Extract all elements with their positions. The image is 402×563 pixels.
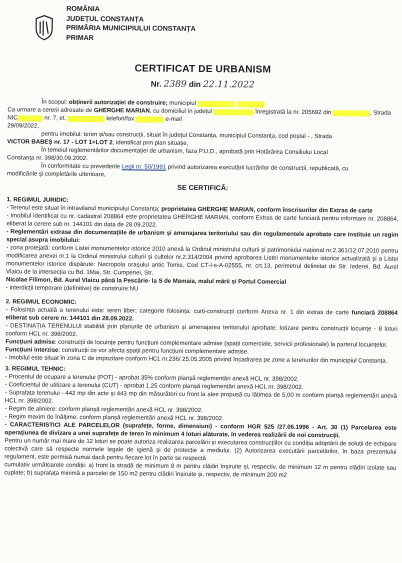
- s2-line-7: Funcțiuni interzise: construcții ce vor afecta spații pentru funcțiuni complementare admise.: [5, 347, 249, 356]
- issuer-header: [66, 5, 196, 44]
- paragraph-law: În conformitate cu prevederile Legii nr. 50/1991 privind autorizarea executării lucrărilor de construcții, republicată, cu: [40, 163, 349, 173]
- s1-line-1: - Terenul este situat în intravilanul municipiului Constanța; proprietatea GHERGHE MARIAN, conform înscrisurilor din Extras de carte: [6, 205, 373, 215]
- paragraph-council: Constanța nr. 398/30.09.2002.: [7, 155, 88, 163]
- s1-line-4: - zona protejată: conform Listei monumentelor istorice 2010 anexă la Ordinul ministrului culturii și patrimoniului național nr.2.361/12.07.2010 pentru modificarea anexei nr.1 la Ordinul ministrului culturii și cultelor nr.2.314/2004 privind aprobarea Listei monumentelor istorice actualizată și a Listei monumentelor istorice dispărute: Necropola orașului antic Tomis, Cod CT-I-s-A-02555, nr. crt.13, perimetrul delimitat de Str. Iederei, Bd. Aurel Vlaicu de la intersecția cu Bd. 1Mai, Str. Cumpenei, Str.: [6, 245, 399, 277]
- s3-line-4: - Regim de aliniere: conform planșă reglementări anexă HCL nr. 398/2002.: [4, 406, 203, 415]
- heading-regimul-tehnic: 3. REGIMUL TEHNIC:: [5, 366, 66, 373]
- header-line-country: ROMÂNIA: [66, 5, 100, 14]
- coat-of-arms-logo: [34, 15, 54, 41]
- s2-line-5: Funcțiuni admise: construcții de locuințe pentru funcțiuni complementare admise (spații comerciale, servicii profesionale) la parterul locuințelor.: [5, 339, 388, 349]
- paragraph-victor: VICTOR BABEȘ nr. 17 - LOT 1+LOT 2, identificat prin plan situație,: [7, 139, 189, 147]
- paragraph-regulations: În temeiul reglementărilor documentației de urbanism, faza P.U.D., aprobată prin Hotărârea Consiliului Local: [41, 147, 328, 157]
- header-line-mayor: PRIMAR: [66, 34, 94, 42]
- s3-line-8: cumulativ următoarele condiții: a) front la stradă de minimum 8 m pentru clădiri înșiruite și, respectiv, de minimum 12 m pentru clădiri izolate sau cuplate; b) suprafața minimă a parcelei de 150 m2 pentru clădiri înșiruite și, respectiv, de minimum 200 m2: [4, 462, 397, 479]
- s3-line-6: - CARACTERISTICI ALE PARCELELOR (suprafețe, forme, dimensiuni) - conform HGR 525 /27.06.1996 - Art. 30 (1) Parcelarea este operațiunea de divizare a unei suprafețe de teren în minimum 4 loturi alăturate, în vederea realizării de noi construcții.: [4, 422, 397, 440]
- s1-line-3: - Reglementări extrase din documentațiile de urbanism și amenajarea teritoriului sau din regulamentele aprobate care instituie un regim special asupra imobilului:: [6, 229, 399, 244]
- certificate-number: Nr. 2389 din 22.11.2022: [150, 79, 255, 91]
- document-title: CERTIFICAT DE URBANISM: [134, 63, 272, 76]
- document-body: [4, 98, 399, 480]
- s3-line-3: - Suprafața terenului - 442 mp din acte și 443 mp din măsurători cu front la alee propusă cu lățimea de 5,00 m conform planșă reglementări anexă HCL nr. 398/2002.: [4, 390, 398, 405]
- section-se-certifica: SE CERTIFICĂ:: [177, 184, 229, 193]
- s1-line-2: - Imobilul identificat cu nr. cadastral 208864 este proprietatea GHERGHE MARIAN, conform Extras de carte funciară pentru informare nr. 208864, eliberat la cerere sub nr. 144101 din data de 28.09.2022.: [6, 213, 399, 229]
- paragraph-address: NIC nr. 7, et. telefon/fax e-mail: [7, 115, 182, 123]
- s3-line-7: Pentru un număr mai mare de 12 loturi se poate autoriza realizarea parcelării și executarea construcțiilor cu condiția adoptării de soluții de echipare colectivă care să respecte normele legale de igienă și de protecție a mediului. (2) Autorizarea executării parcelărilor, în baza prezentului regulament, este permisă numai dacă pentru fiecare lot în parte se respectă: [4, 438, 397, 463]
- s1-line-7: - interdicții temporare (definitive) de construire:NU: [5, 285, 139, 293]
- paragraph-intro: În scopul: obținerii autorizației de construire; municipiul: [8, 98, 400, 109]
- paragraph-modifications: modificările și completările ulterioare,: [6, 171, 106, 179]
- paragraph-request: Ca urmare a cererii adresate de GHERGHE MARIAN, cu domiciliul în județul înregistrată la nr. 205692 din , Strada: [7, 107, 391, 117]
- paragraph-date: 29/09/2022,: [7, 123, 40, 130]
- s2-line-8: - Imobilul este situat în zona C de impozitare conform HCL nr.236/ 25.05.2005 privind încadrarea pe zone a terenurilor din municipiul Constanța.: [5, 355, 388, 365]
- paragraph-property: pentru imobilul: teren și/sau construcții, situat în județul Constanța, municipiul Constanța, cod poștal - , Strada: [41, 131, 333, 141]
- s2-line-1: - Folosința actuală a terenului este: teren liber; categorie folosința: curți-construcții conform Anexa nr. 1 din extras de carte funciară 208864 eliberat sub cerere nr. 144101 din 28.09.2022.: [5, 307, 398, 323]
- s3-line-1: - Procentul de ocupare a terenului (POT) - aprobat 35% conform planșă reglementări anexă HCL nr. 398/2002.: [5, 374, 299, 383]
- heading-regimul-economic: 2. REGIMUL ECONOMIC:: [5, 299, 77, 306]
- s2-line-2: - DESTINAȚIA TERENULUI stabilită prin planurile de urbanism și amenajarea teritoriului aprobate: lotizare pentru construcții locuințe - 8 loturi conform HCL nr. 398/2002.: [5, 323, 398, 338]
- s3-line-2: - Coeficientul de utilizare a terenului (CUT) - aprobat 1,25 conform planșă reglementări anexă HCL nr. 398/2002.: [5, 382, 304, 391]
- document-content: [2, 0, 402, 479]
- header-line-county: JUDEȚUL CONSTANȚA: [66, 15, 144, 23]
- s1-line-5: Nicolae Filimon, Bd. Aurel Vlaicu până la Pescărie- la S de Mamaia, malul mării și Portul Comercial: [5, 277, 287, 286]
- s3-line-5: - Regim maxim de înălțime: conform planșă reglementări anexă HCL nr. 398/2002.: [4, 414, 224, 423]
- header-line-city-hall: PRIMĂRIA MUNICIPIULUI CONSTANȚA: [66, 24, 196, 33]
- heading-regimul-juridic: 1. REGIMUL JURIDIC:: [6, 197, 69, 204]
